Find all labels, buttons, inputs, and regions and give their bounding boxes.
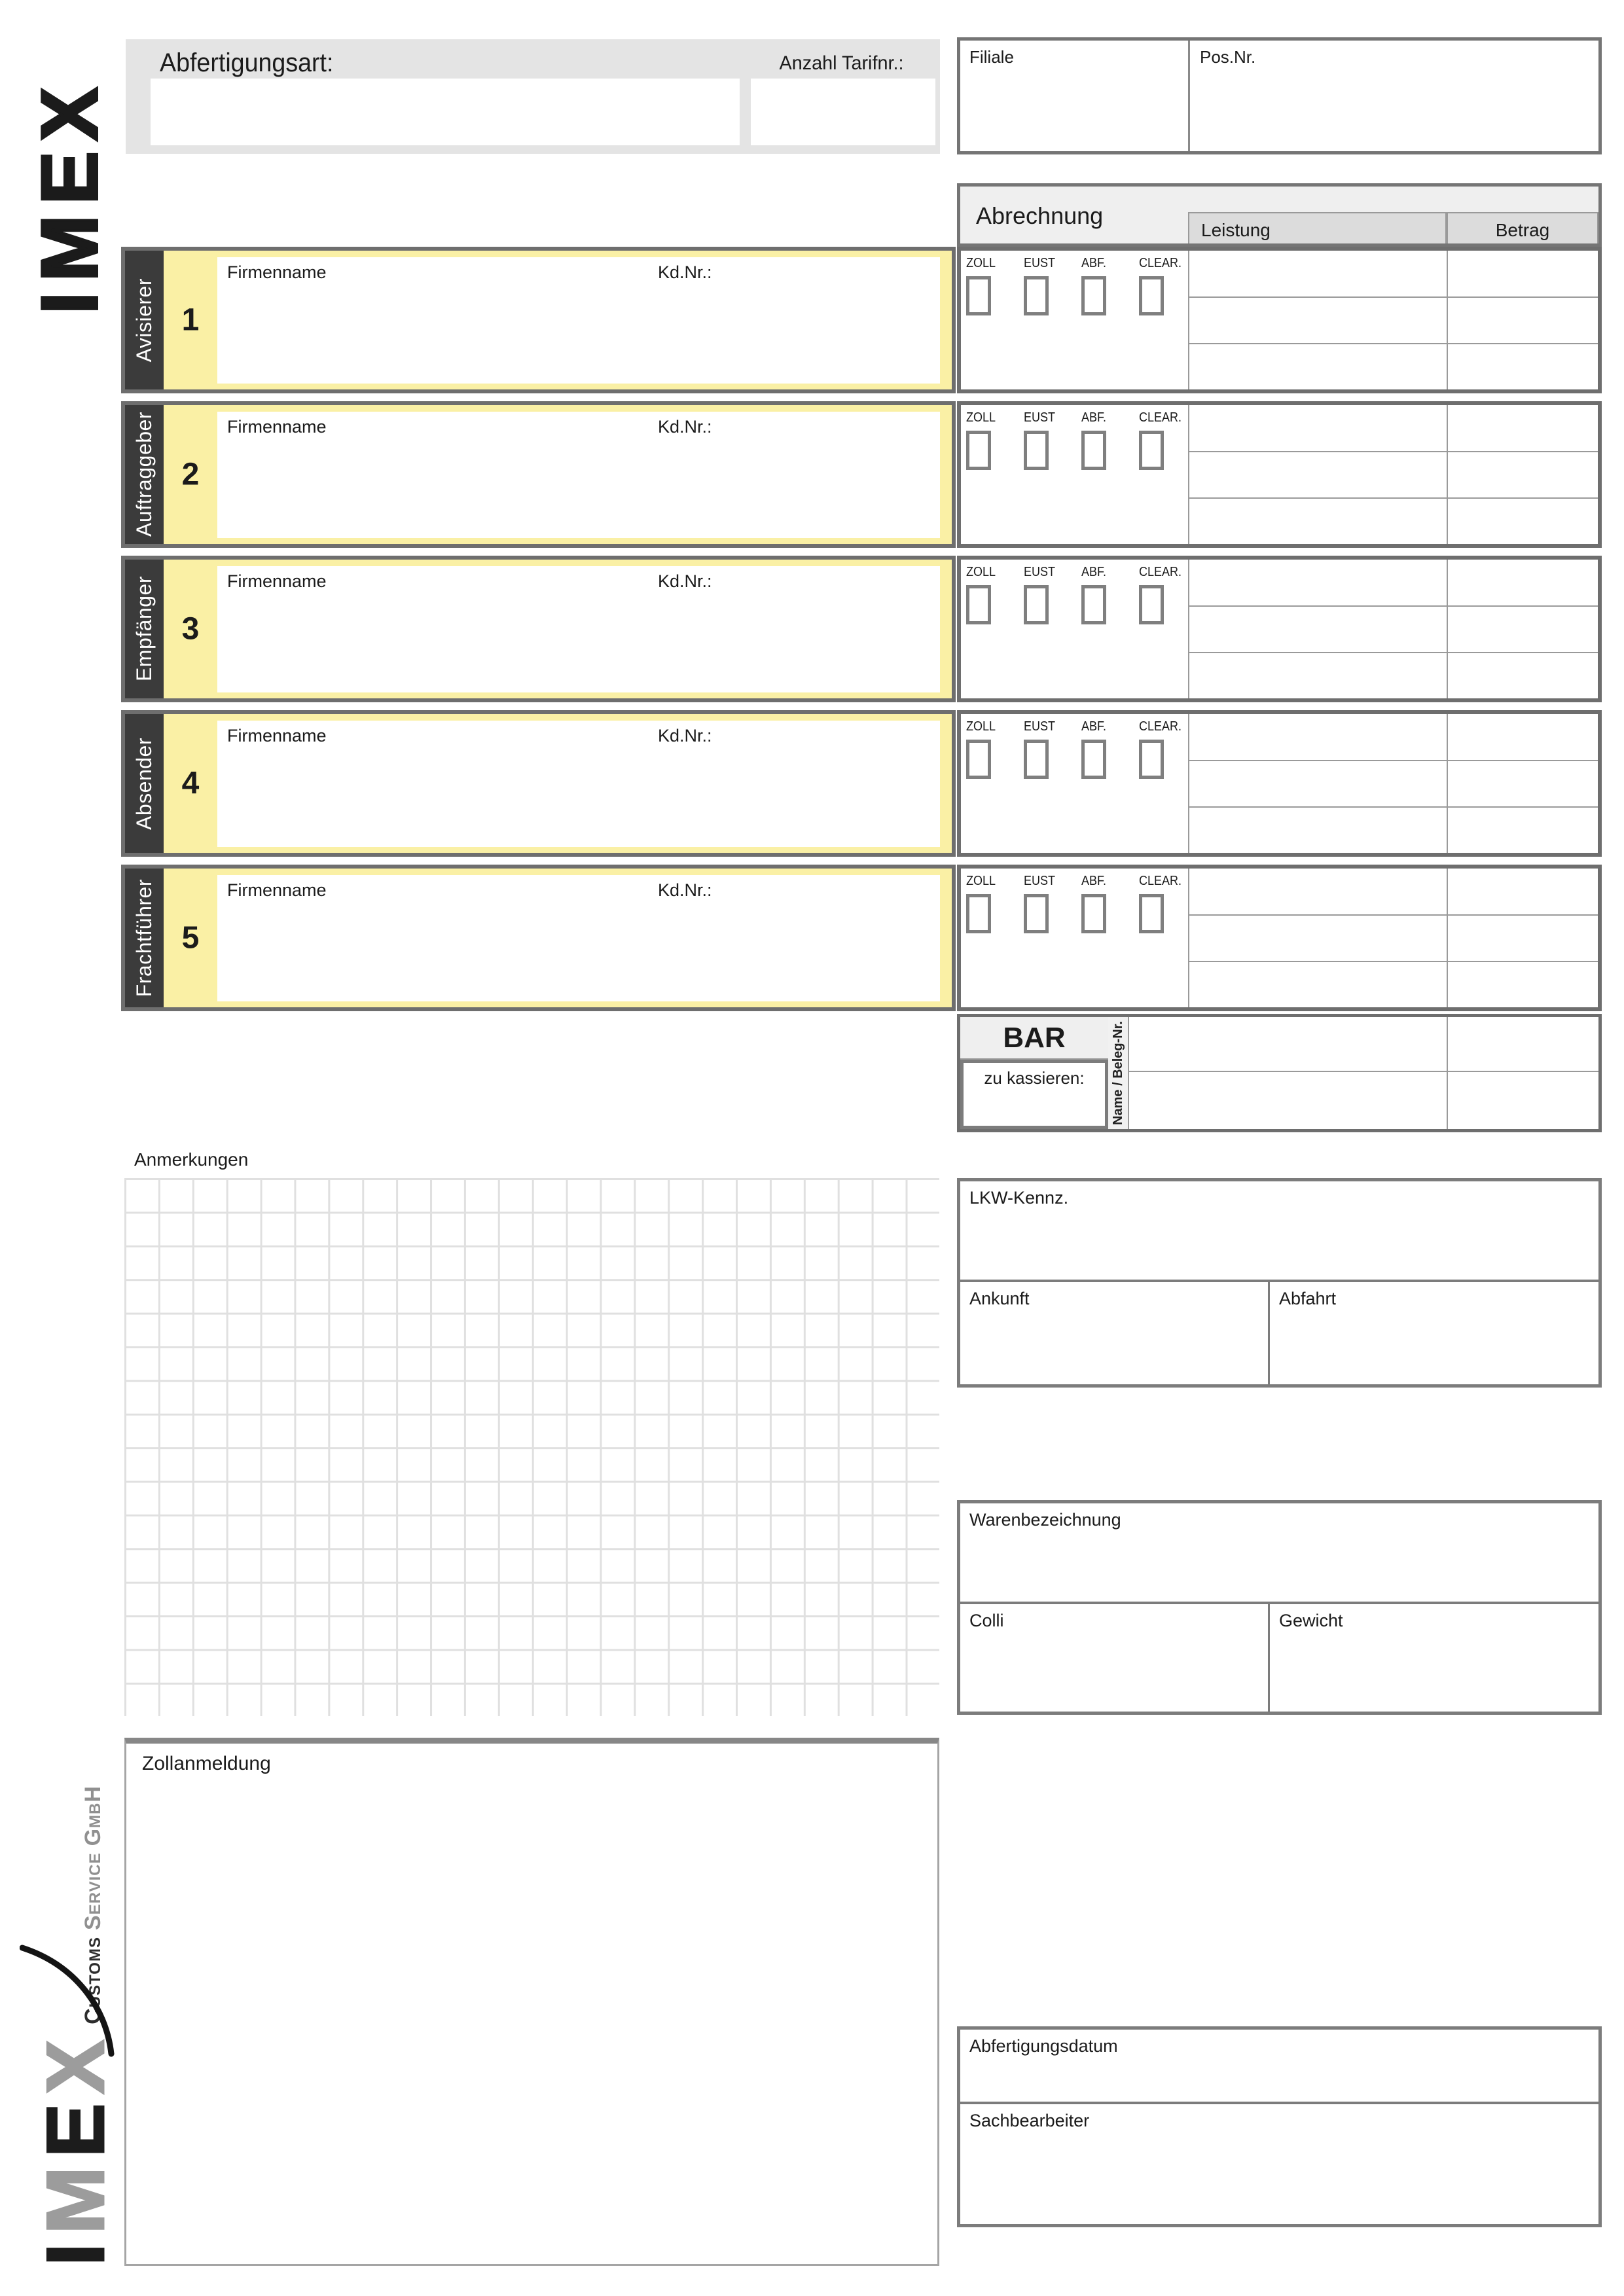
abrechnung-section-2 [957, 401, 1602, 548]
eust-label: EUST [1024, 874, 1056, 888]
betrag-cell[interactable] [1449, 607, 1598, 652]
betrag-cell[interactable] [1449, 653, 1598, 698]
logo-service-text: Service [81, 1852, 105, 1931]
firmenname-label: Firmenname [227, 571, 327, 591]
party-row-auftraggeber [121, 401, 956, 548]
zoll-checkbox[interactable] [966, 894, 991, 933]
abfertigungsdatum-field[interactable] [960, 2030, 1598, 2104]
eust-checkbox[interactable] [1024, 585, 1049, 624]
betrag-cell[interactable] [1449, 808, 1598, 853]
imex-customs-service-logo [31, 1782, 121, 2266]
betrag-cell[interactable] [1449, 499, 1598, 544]
party-number: 1 [181, 302, 200, 338]
name-beleg-label: Name / Beleg-Nr. [1110, 1021, 1125, 1125]
leistung-cell[interactable] [1189, 499, 1445, 544]
column-line [1447, 405, 1448, 544]
kdnr-label: Kd.Nr.: [658, 262, 712, 282]
waren-block [957, 1500, 1602, 1715]
abrechnung-section-5 [957, 865, 1602, 1011]
colli-label: Colli [969, 1611, 1004, 1630]
abfahrt-label: Abfahrt [1279, 1289, 1337, 1308]
lkw-kennz-field[interactable] [960, 1181, 1598, 1282]
party-row-avisierer [121, 247, 956, 393]
leistung-column-header: Leistung [1188, 212, 1447, 243]
column-line [1447, 714, 1448, 853]
checkbox-group [966, 565, 1191, 624]
clear-label: CLEAR. [1139, 256, 1182, 270]
colli-field[interactable] [960, 1604, 1270, 1712]
betrag-cell[interactable] [1449, 714, 1598, 759]
betrag-cell[interactable] [1449, 962, 1598, 1007]
abf-checkbox[interactable] [1081, 740, 1106, 779]
party-row-frachtfuehrer [121, 865, 956, 1011]
zoll-checkbox[interactable] [966, 585, 991, 624]
logo-letter-x: X [31, 2030, 121, 2094]
zoll-checkbox[interactable] [966, 276, 991, 315]
leistung-cell[interactable] [1189, 607, 1445, 652]
logo-letter-m: M [31, 2157, 121, 2234]
firmenname-label: Firmenname [227, 417, 327, 437]
abf-label: ABF. [1081, 565, 1107, 579]
betrag-cell[interactable] [1449, 916, 1598, 961]
kdnr-label: Kd.Nr.: [658, 726, 712, 745]
firmenname-field[interactable] [217, 412, 940, 538]
lkw-kennz-label: LKW-Kennz. [969, 1188, 1069, 1208]
leistung-cell[interactable] [1189, 405, 1445, 450]
ankunft-field[interactable] [960, 1282, 1270, 1384]
party-yellow-area [164, 560, 952, 698]
party-number: 3 [181, 611, 200, 647]
eust-label: EUST [1024, 565, 1056, 579]
betrag-cell[interactable] [1449, 344, 1598, 389]
role-label: Empfänger [132, 576, 156, 682]
clear-label: CLEAR. [1139, 719, 1182, 734]
warenbezeichnung-label: Warenbezeichnung [969, 1510, 1121, 1530]
abfertigungsdatum-label: Abfertigungsdatum [969, 2036, 1118, 2056]
warenbezeichnung-field[interactable] [960, 1503, 1598, 1604]
name-beleg-strip [1108, 1017, 1129, 1129]
zoll-checkbox[interactable] [966, 431, 991, 470]
abfahrt-field[interactable] [1270, 1282, 1598, 1384]
leistung-cell[interactable] [1129, 1017, 1445, 1069]
betrag-cell[interactable] [1449, 298, 1598, 343]
zoll-label: ZOLL [966, 256, 996, 270]
column-line [1447, 251, 1448, 389]
zoll-label: ZOLL [966, 719, 996, 734]
kdnr-label: Kd.Nr.: [658, 571, 712, 591]
betrag-column-header: Betrag [1447, 212, 1598, 243]
leistung-cell[interactable] [1189, 761, 1445, 806]
checkbox-group [966, 874, 1191, 933]
role-label: Frachtführer [132, 878, 156, 997]
clear-label: CLEAR. [1139, 565, 1182, 579]
role-label: Avisierer [132, 278, 156, 363]
zoll-label: ZOLL [966, 410, 996, 425]
sachbearbeiter-label: Sachbearbeiter [969, 2111, 1090, 2130]
ankunft-label: Ankunft [969, 1289, 1030, 1308]
eust-checkbox[interactable] [1024, 894, 1049, 933]
abf-label: ABF. [1081, 719, 1107, 734]
role-strip-avisierer [125, 251, 164, 389]
eust-label: EUST [1024, 256, 1056, 270]
leistung-cell[interactable] [1189, 298, 1445, 343]
sachbearbeiter-field[interactable] [960, 2104, 1598, 2224]
abf-label: ABF. [1081, 874, 1107, 888]
role-strip-empfaenger [125, 560, 164, 698]
firmenname-field[interactable] [217, 875, 940, 1001]
firmenname-label: Firmenname [227, 262, 327, 282]
party-yellow-area [164, 714, 952, 853]
party-number: 2 [181, 457, 200, 492]
eust-checkbox[interactable] [1024, 740, 1049, 779]
checkbox-group [966, 256, 1191, 315]
zoll-label: ZOLL [966, 565, 996, 579]
abfertigungsart-label: Abfertigungsart: [160, 48, 334, 77]
logo-gmbh-text: GmbH [81, 1785, 105, 1846]
clear-checkbox[interactable] [1139, 431, 1164, 470]
filiale-label: Filiale [969, 47, 1014, 67]
kdnr-label: Kd.Nr.: [658, 417, 712, 437]
firmenname-field[interactable] [217, 721, 940, 847]
betrag-cell[interactable] [1449, 869, 1598, 914]
abfertigungsart-input[interactable] [151, 79, 740, 145]
row-line [1128, 1071, 1598, 1072]
gewicht-field[interactable] [1270, 1604, 1598, 1712]
betrag-cell[interactable] [1449, 560, 1598, 605]
betrag-cell[interactable] [1449, 761, 1598, 806]
abfertigungsart-band [126, 39, 940, 154]
leistung-cell[interactable] [1189, 344, 1445, 389]
abf-label: ABF. [1081, 410, 1107, 425]
eust-label: EUST [1024, 410, 1056, 425]
zu-kassieren-label: zu kassieren: [984, 1068, 1085, 1088]
logo-swoosh-icon [20, 1920, 118, 2058]
clear-label: CLEAR. [1139, 874, 1182, 888]
betrag-cell[interactable] [1449, 405, 1598, 450]
anzahl-tarifnr-label: Anzahl Tarifnr.: [779, 52, 904, 74]
clear-checkbox[interactable] [1139, 585, 1164, 624]
abf-checkbox[interactable] [1081, 585, 1106, 624]
role-label: Absender [132, 737, 156, 830]
zu-kassieren-field[interactable] [960, 1060, 1108, 1129]
eust-checkbox[interactable] [1024, 431, 1049, 470]
zoll-label: ZOLL [966, 874, 996, 888]
betrag-cell[interactable] [1448, 1073, 1598, 1125]
clear-checkbox[interactable] [1139, 276, 1164, 315]
abf-checkbox[interactable] [1081, 894, 1106, 933]
leistung-cell[interactable] [1189, 452, 1445, 497]
clear-checkbox[interactable] [1139, 894, 1164, 933]
zollanmeldung-label: Zollanmeldung [142, 1753, 271, 1774]
filiale-posnr-box [957, 37, 1602, 154]
leistung-cell[interactable] [1189, 714, 1445, 759]
party-yellow-area [164, 251, 952, 389]
leistung-cell[interactable] [1189, 916, 1445, 961]
column-line [1447, 869, 1448, 1007]
abf-checkbox[interactable] [1081, 276, 1106, 315]
leistung-cell[interactable] [1189, 869, 1445, 914]
party-yellow-area [164, 405, 952, 544]
abf-label: ABF. [1081, 256, 1107, 270]
role-strip-auftraggeber [125, 405, 164, 544]
posnr-label: Pos.Nr. [1200, 47, 1256, 67]
logo-letter-i: I [31, 2234, 121, 2266]
imex-logo-top: IMEX [25, 77, 114, 314]
anmerkungen-grid-field[interactable] [124, 1178, 939, 1716]
zollanmeldung-field[interactable] [124, 1738, 939, 2266]
clear-label: CLEAR. [1139, 410, 1182, 425]
anzahl-tarifnr-input[interactable] [751, 79, 935, 145]
gewicht-label: Gewicht [1279, 1611, 1343, 1630]
filiale-field[interactable] [960, 70, 1186, 151]
leistung-cell[interactable] [1129, 1073, 1445, 1125]
leistung-cell[interactable] [1189, 560, 1445, 605]
leistung-cell[interactable] [1189, 808, 1445, 853]
kdnr-label: Kd.Nr.: [658, 880, 712, 900]
firmenname-field[interactable] [217, 257, 940, 384]
leistung-cell[interactable] [1189, 653, 1445, 698]
firmenname-field[interactable] [217, 566, 940, 692]
betrag-cell[interactable] [1449, 452, 1598, 497]
party-number: 5 [181, 920, 200, 956]
betrag-cell[interactable] [1449, 251, 1598, 296]
firmenname-label: Firmenname [227, 880, 327, 900]
party-row-absender [121, 710, 956, 857]
leistung-cell[interactable] [1189, 251, 1445, 296]
abrechnung-section-3 [957, 556, 1602, 702]
abf-checkbox[interactable] [1081, 431, 1106, 470]
eust-checkbox[interactable] [1024, 276, 1049, 315]
party-number: 4 [181, 766, 200, 801]
betrag-cell[interactable] [1448, 1017, 1598, 1069]
posnr-field[interactable] [1191, 70, 1598, 151]
leistung-cell[interactable] [1189, 962, 1445, 1007]
anmerkungen-label: Anmerkungen [134, 1149, 249, 1170]
abrechnung-section-1 [957, 247, 1602, 393]
role-label: Auftraggeber [132, 412, 156, 537]
bar-title: BAR [960, 1017, 1110, 1060]
lkw-block [957, 1178, 1602, 1388]
role-strip-absender [125, 714, 164, 853]
checkbox-group [966, 719, 1191, 779]
role-strip-frachtfuehrer [125, 869, 164, 1007]
checkbox-group [966, 410, 1191, 470]
abfertigung-block [957, 2026, 1602, 2227]
filiale-divider [1188, 41, 1190, 151]
party-yellow-area [164, 869, 952, 1007]
firmenname-label: Firmenname [227, 726, 327, 745]
bar-block [957, 1014, 1602, 1132]
party-row-empfaenger [121, 556, 956, 702]
abrechnung-section-4 [957, 710, 1602, 857]
eust-label: EUST [1024, 719, 1056, 734]
zoll-checkbox[interactable] [966, 740, 991, 779]
abrechnung-header [957, 183, 1602, 247]
abrechnung-title: Abrechnung [976, 202, 1104, 229]
clear-checkbox[interactable] [1139, 740, 1164, 779]
logo-letter-e: E [31, 2094, 121, 2158]
logo-customs-text: Customs [81, 1937, 105, 2024]
column-line [1447, 560, 1448, 698]
